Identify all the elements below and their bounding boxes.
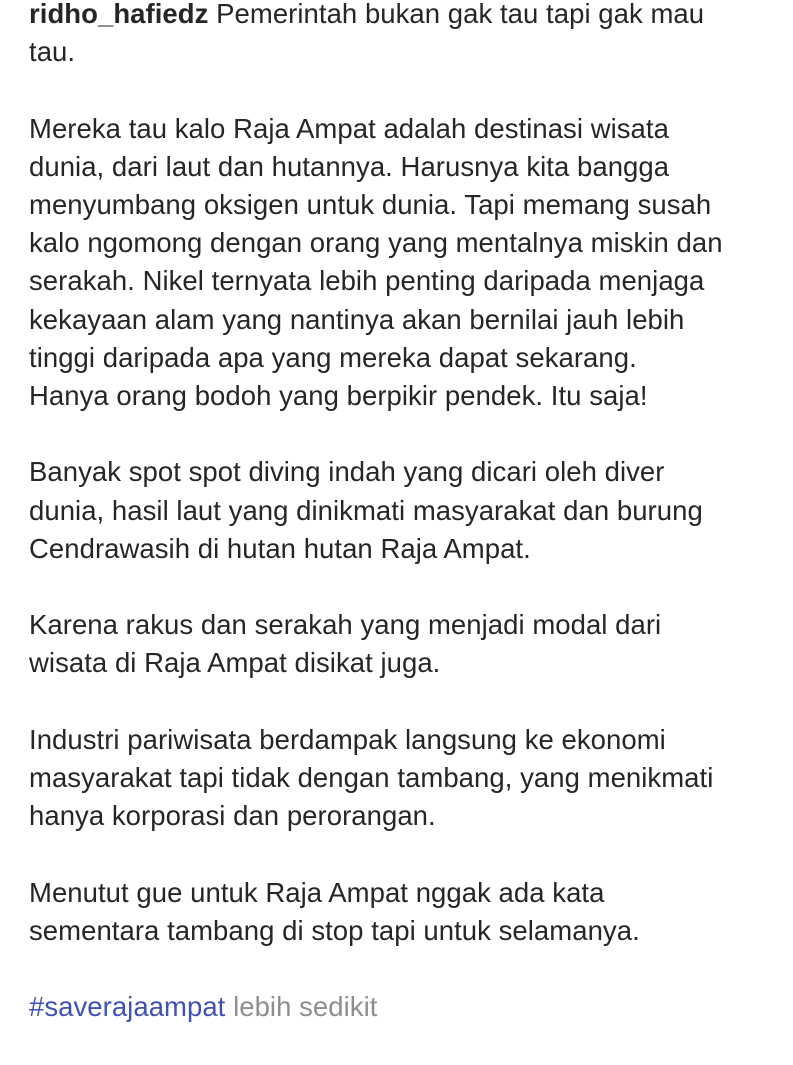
caption-line: dunia, dari laut dan hutannya. Harusnya kita bangga (29, 150, 670, 182)
hashtag-link[interactable]: #saverajaampat (29, 991, 226, 1023)
caption-text: Pemerintah bukan gak tau tapi gak mau (216, 0, 705, 29)
username-link[interactable]: ridho_hafiedz (29, 0, 209, 29)
caption-line: wisata di Raja Ampat disikat juga. (29, 647, 441, 679)
caption-line: menyumbang oksigen untuk dunia. Tapi memang susah (29, 189, 712, 220)
caption-paragraph-2 (29, 110, 769, 416)
caption-line: tau. (29, 36, 76, 68)
less-button[interactable]: lebih sedikit (233, 991, 378, 1023)
caption-line (29, 988, 769, 1026)
caption-line: Mereka tau kalo Raja Ampat adalah destinasi wisata (29, 112, 669, 144)
caption-paragraph-6 (29, 874, 769, 950)
caption-line: Industri pariwisata berdampak langsung ke ekonomi (29, 723, 666, 755)
caption-line (29, 0, 769, 33)
caption-line: Menutut gue untuk Raja Ampat nggak ada kata (29, 876, 605, 908)
caption-footer (29, 988, 769, 1026)
caption-line: dunia, hasil laut yang dinikmati masyarakat dan burung (29, 494, 703, 526)
caption-line: tinggi daripada apa yang mereka dapat sekarang. (29, 341, 637, 373)
caption-line: kalo ngomong dengan orang yang mentalnya miskin dan (29, 227, 723, 259)
caption-line: sementara tambang di stop tapi untuk selamanya. (29, 914, 640, 946)
caption-line: masyarakat tapi tidak dengan tambang, yang menikmati (29, 762, 714, 793)
caption-line: Hanya orang bodoh yang berpikir pendek. Itu saja! (29, 380, 648, 412)
caption-line: hanya korporasi dan perorangan. (29, 800, 436, 832)
caption-paragraph-5 (29, 721, 769, 836)
caption-line: kekayaan alam yang nantinya akan bernilai jauh lebih (29, 303, 685, 335)
caption-paragraph-3 (29, 453, 769, 568)
caption-line: Banyak spot spot diving indah yang dicari oleh diver (29, 456, 665, 488)
caption-paragraph-4 (29, 606, 769, 682)
caption-line: serakah. Nikel ternyata lebih penting daripada menjaga (29, 265, 705, 297)
caption-line: Cendrawasih di hutan hutan Raja Ampat. (29, 532, 531, 564)
caption-line: Karena rakus dan serakah yang menjadi modal dari (29, 609, 662, 641)
caption-paragraph-1 (29, 0, 769, 71)
post-caption (29, 0, 769, 1065)
